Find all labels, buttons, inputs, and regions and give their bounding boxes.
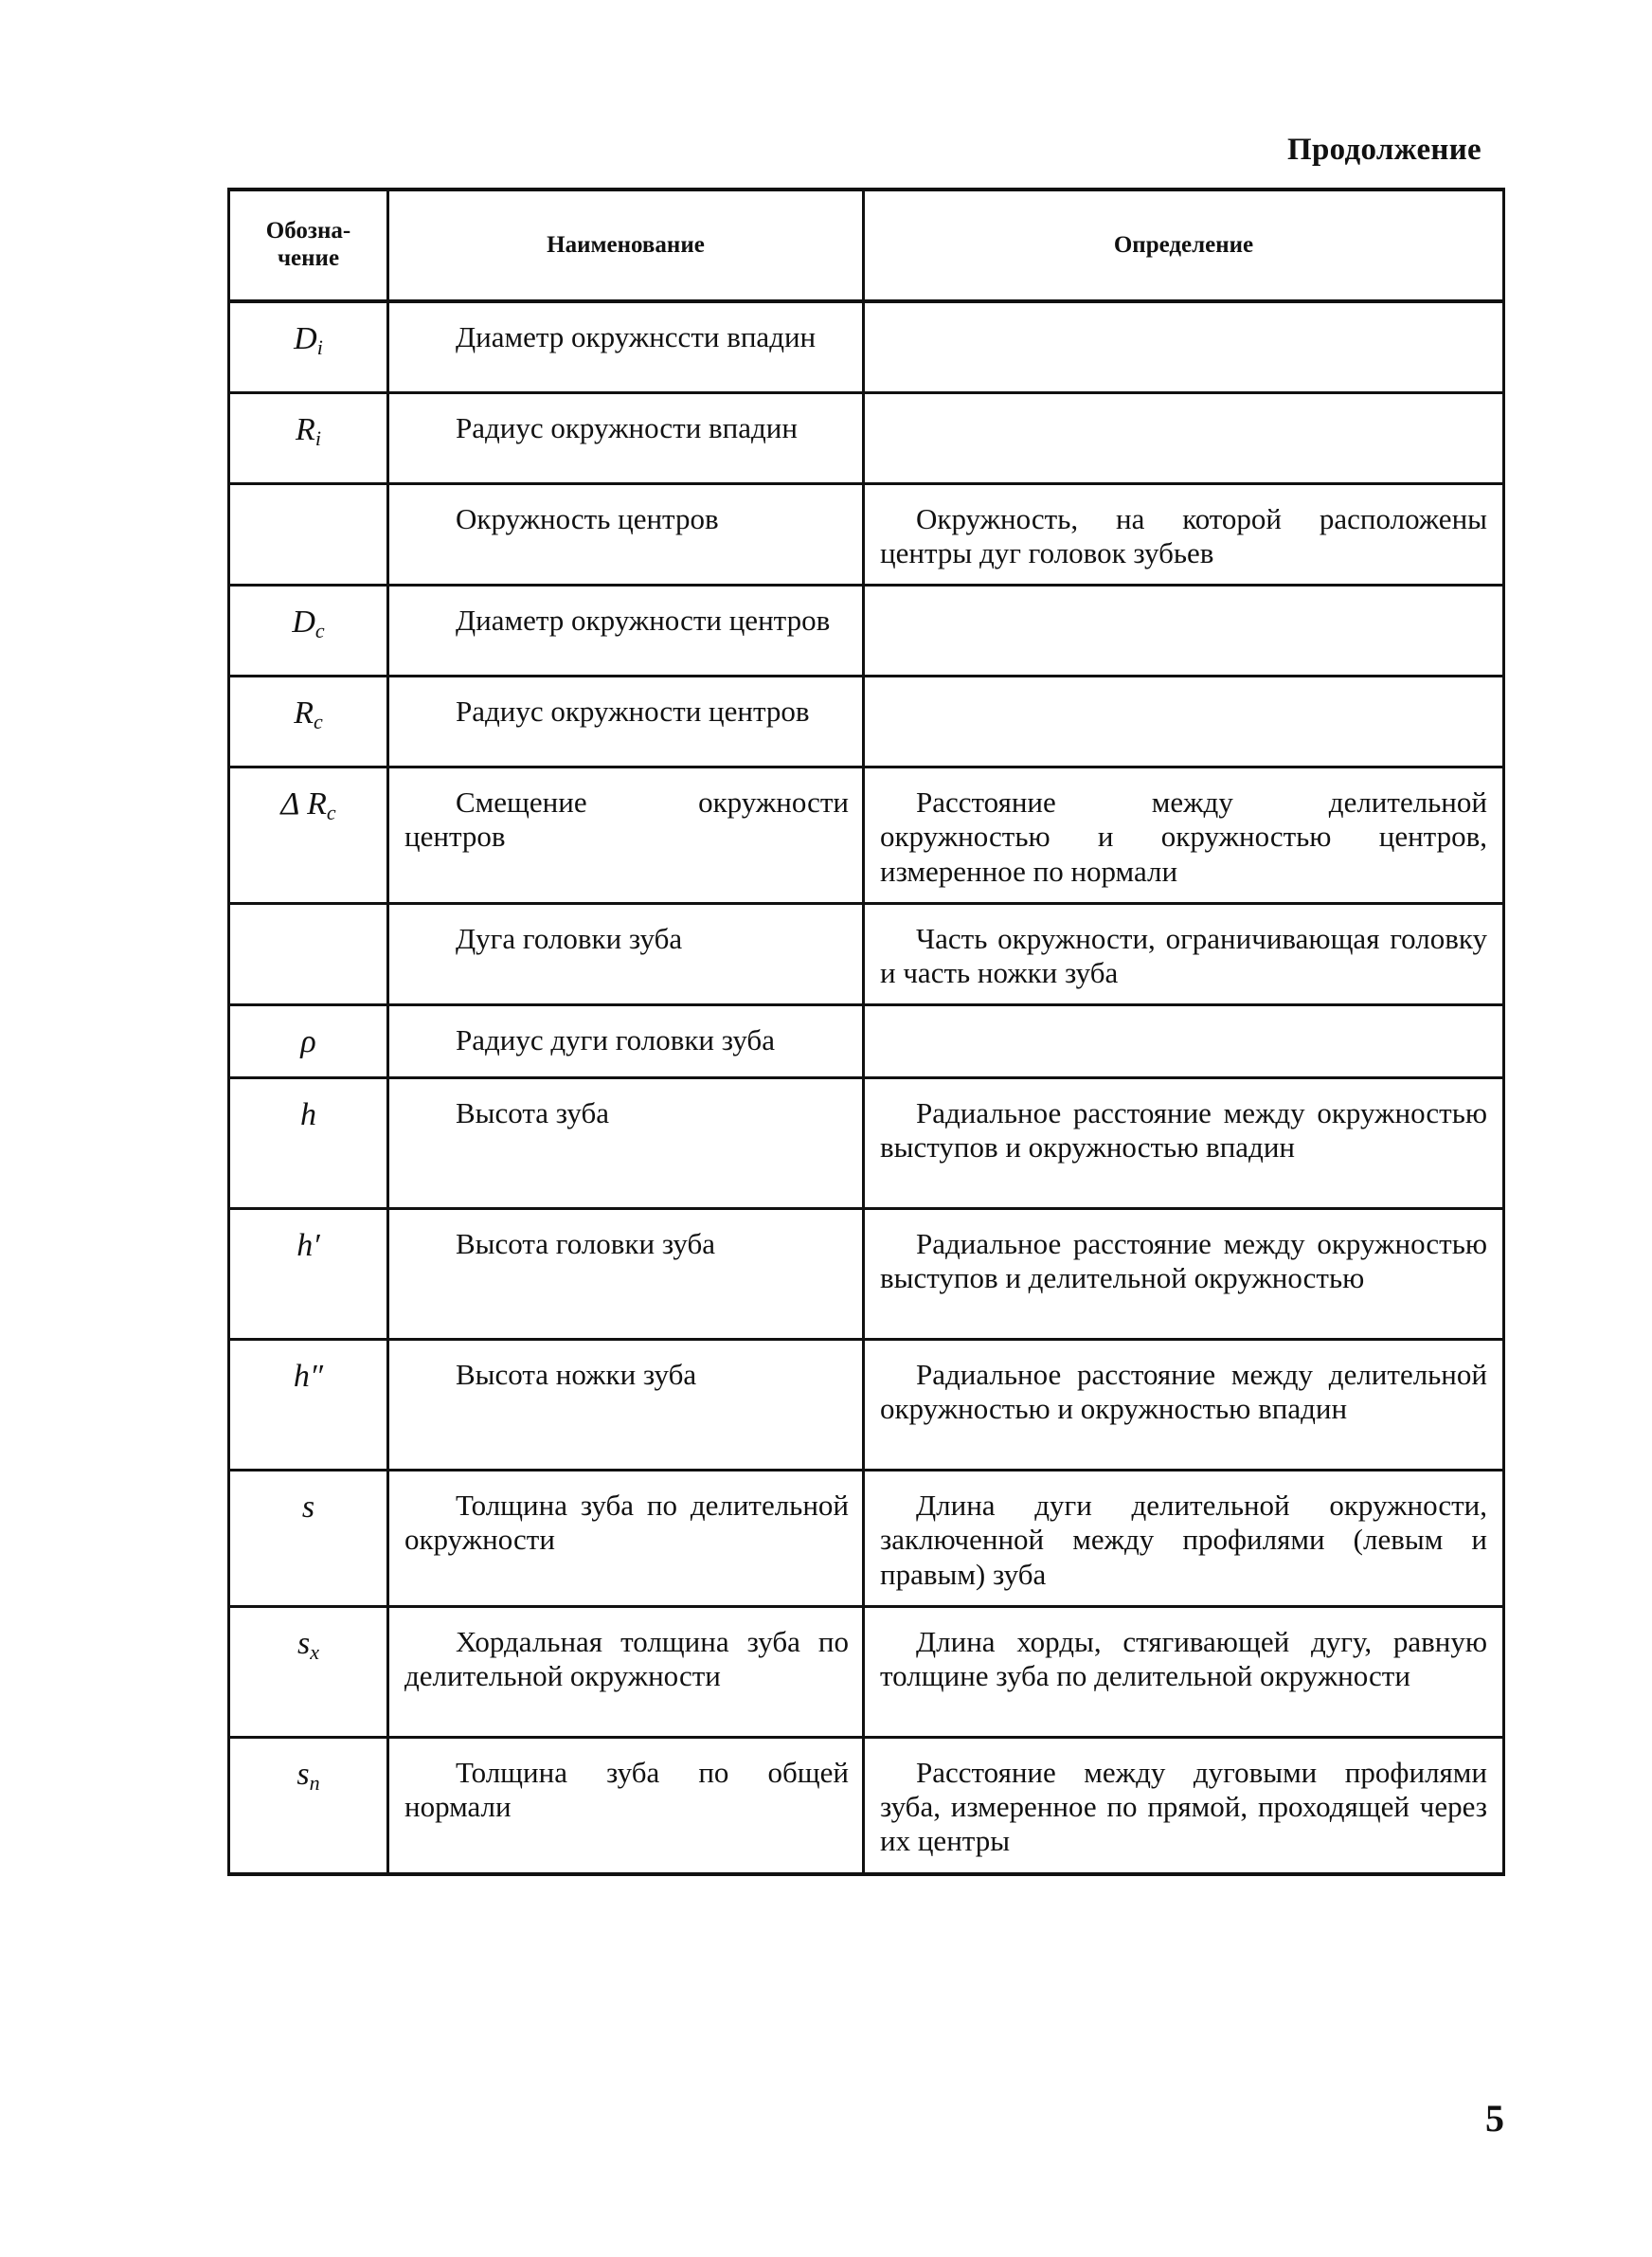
term-definition: Радиальное расстояние между окружностью выступов и делительной окружностью	[864, 1209, 1504, 1340]
term-symbol	[229, 767, 388, 904]
table-row	[229, 586, 1504, 677]
term-symbol-main: s	[297, 1625, 311, 1661]
column-header-symbol: Обозна- чение	[229, 190, 388, 301]
term-definition: Расстояние между делительной окружностью и окружностью центров, измеренное по нормали	[864, 767, 1504, 904]
table-row	[229, 1209, 1504, 1340]
term-name: Высота ножки зуба	[388, 1340, 864, 1471]
term-definition	[864, 301, 1504, 392]
term-definition: Окружность, на которой расположены центры дуг головок зубьев	[864, 483, 1504, 586]
term-name: Смещение окружности центров	[388, 767, 864, 904]
term-definition: Радиальное расстояние между делительной окружностью и окружностью впадин	[864, 1340, 1504, 1471]
term-symbol-subscript: c	[314, 710, 323, 734]
term-name: Толщина зуба по общей нормали	[388, 1737, 864, 1873]
term-symbol-main: h′	[296, 1228, 320, 1264]
term-symbol-main: s	[296, 1756, 310, 1792]
term-symbol-subscript: i	[316, 335, 323, 359]
term-symbol	[229, 483, 388, 586]
table-row	[229, 1471, 1504, 1607]
table-row	[229, 903, 1504, 1005]
term-symbol-main: h	[300, 1097, 316, 1133]
term-definition: Расстояние между дуговыми профилями зуба, измеренное по прямой, проходящей через их центры	[864, 1737, 1504, 1873]
table-row	[229, 1340, 1504, 1471]
table-header	[229, 190, 1504, 301]
term-symbol	[229, 301, 388, 392]
term-definition: Длина хорды, стягивающей дугу, равную толщине зуба по делительной окружности	[864, 1606, 1504, 1737]
term-name: Радиус окружности центров	[388, 677, 864, 767]
terms-table-container	[227, 188, 1502, 1876]
term-name: Окружность центров	[388, 483, 864, 586]
term-symbol	[229, 392, 388, 483]
table-row	[229, 1737, 1504, 1873]
page-number: 5	[1485, 2097, 1504, 2140]
term-name: Радиус дуги головки зуба	[388, 1005, 864, 1078]
table-row	[229, 1078, 1504, 1209]
term-symbol	[229, 586, 388, 677]
term-name: Дуга головки зуба	[388, 903, 864, 1005]
term-symbol-subscript: i	[314, 425, 321, 450]
term-symbol	[229, 1471, 388, 1607]
table-body	[229, 301, 1504, 1874]
term-symbol-main: Δ R	[280, 786, 327, 822]
term-symbol-subscript: n	[309, 1770, 320, 1795]
term-definition	[864, 1005, 1504, 1078]
term-symbol-main: R	[294, 695, 314, 731]
column-header-definition: Определение	[864, 190, 1504, 301]
term-definition: Радиальное расстояние между окружностью выступов и окружностью впадин	[864, 1078, 1504, 1209]
term-definition: Часть окружности, ограничивающая головку и часть ножки зуба	[864, 903, 1504, 1005]
term-symbol	[229, 1078, 388, 1209]
term-symbol	[229, 1005, 388, 1078]
table-row	[229, 392, 1504, 483]
continued-label: Продолжение	[1287, 133, 1481, 167]
term-symbol-subscript: x	[310, 1639, 319, 1664]
table-row	[229, 1005, 1504, 1078]
table-row	[229, 301, 1504, 392]
term-symbol	[229, 677, 388, 767]
term-name: Толщина зуба по делительной окружности	[388, 1471, 864, 1607]
term-symbol-subscript: c	[314, 619, 325, 643]
term-symbol-main: D	[292, 605, 315, 641]
term-symbol	[229, 1606, 388, 1737]
term-name: Высота головки зуба	[388, 1209, 864, 1340]
term-symbol-subscript: c	[326, 801, 336, 825]
term-symbol-main: h″	[293, 1359, 324, 1395]
header-row	[229, 190, 1504, 301]
term-symbol-main: D	[294, 321, 317, 356]
term-name: Хордальная толщина зуба по делительной окружности	[388, 1606, 864, 1737]
term-name: Радиус окружности впадин	[388, 392, 864, 483]
term-symbol-main: ρ	[300, 1024, 316, 1060]
term-name: Диаметр окружнсcти впадин	[388, 301, 864, 392]
terms-table	[227, 188, 1505, 1876]
table-row	[229, 767, 1504, 904]
term-definition	[864, 392, 1504, 483]
table-row	[229, 483, 1504, 586]
table-row	[229, 1606, 1504, 1737]
term-name: Диаметр окружности центров	[388, 586, 864, 677]
term-symbol	[229, 903, 388, 1005]
term-name: Высота зуба	[388, 1078, 864, 1209]
table-row	[229, 677, 1504, 767]
column-header-name: Наименование	[388, 190, 864, 301]
term-symbol-main: s	[301, 1490, 315, 1526]
term-definition	[864, 586, 1504, 677]
term-symbol	[229, 1209, 388, 1340]
term-symbol	[229, 1340, 388, 1471]
term-symbol-main: R	[296, 411, 315, 447]
term-definition: Длина дуги делительной окружности, заключенной между профилями (левым и правым) зуба	[864, 1471, 1504, 1607]
term-definition	[864, 677, 1504, 767]
term-symbol	[229, 1737, 388, 1873]
